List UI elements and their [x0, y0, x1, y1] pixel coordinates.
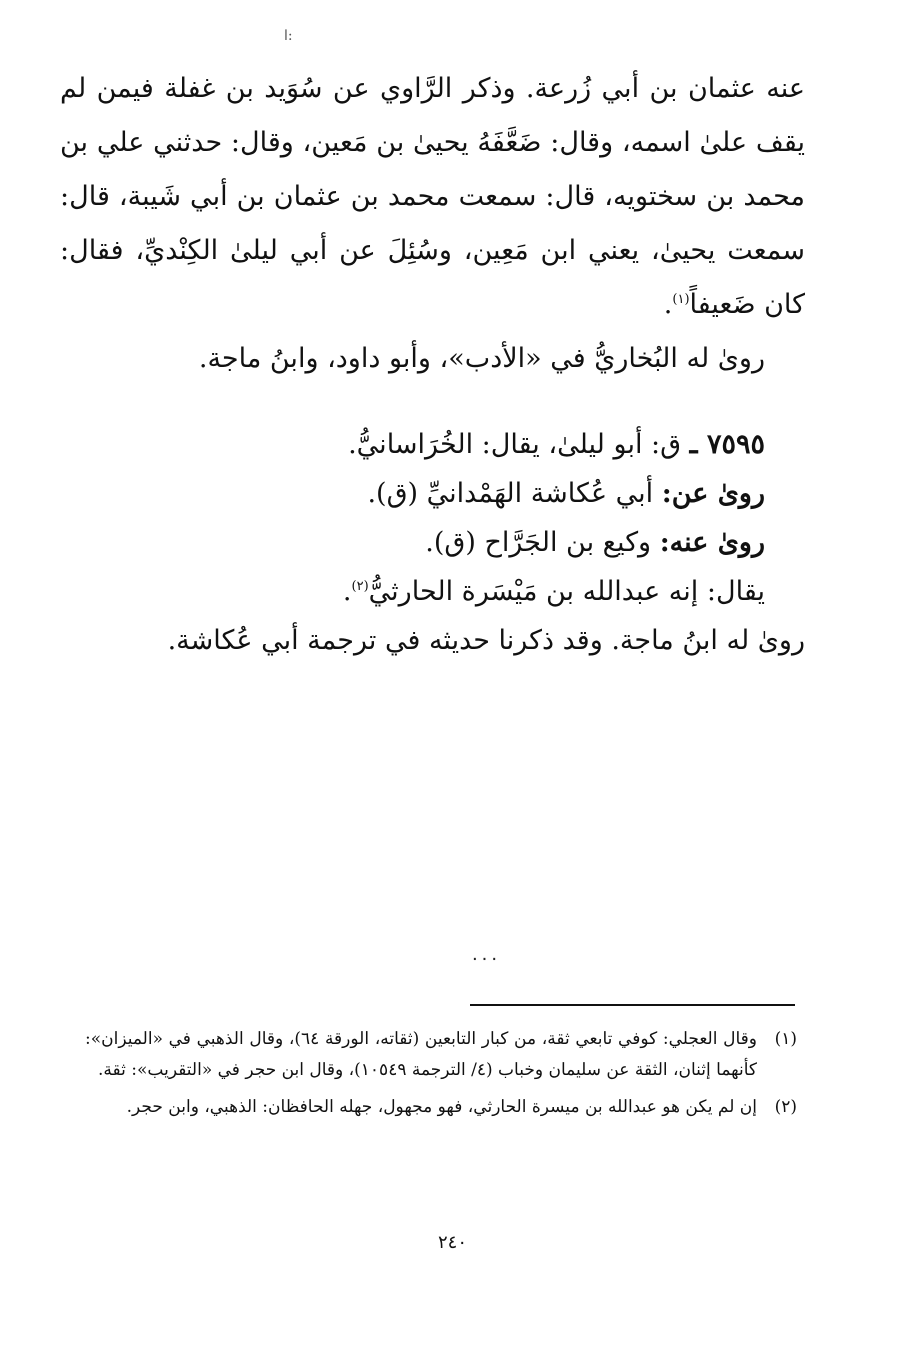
footnote-marker[interactable]: (٢)	[351, 579, 369, 594]
entry-header	[60, 420, 765, 469]
body-text	[60, 62, 805, 386]
narrated-from-label: روىٰ عن:	[661, 478, 765, 509]
footnote-text: وقال العجلي: كوفي تابعي ثقة، من كبار التابعين (ثقاته، الورقة ٦٤)، وقال الذهبي في «الميزان»: كأنهما إثنان، الثقة عن سليمان وخباب (٤/ الترجمة ١٠٥٤٩)، وقال ابن حجر في «التقريب»: ثقة.	[85, 1029, 757, 1080]
narrated-by-label: روىٰ عنه:	[659, 527, 765, 558]
footnote-text: إن لم يكن هو عبدالله بن ميسرة الحارثي، فهو مجهول، جهله الحافظان: الذهبي، وابن حجر.	[126, 1097, 757, 1117]
paragraph-narrators: روىٰ له البُخاريُّ في «الأدب»، وأبو داود، وابنُ ماجة.	[198, 343, 765, 374]
footnote-item	[85, 1024, 797, 1086]
footnote-marker[interactable]: (١)	[672, 292, 690, 307]
entry-alternate-name	[60, 567, 765, 616]
alternate-name-end: .	[342, 576, 352, 607]
entry-closing: روىٰ له ابنُ ماجة. وقد ذكرنا حديثه في ترجمة أبي عُكاشة.	[167, 625, 805, 656]
section-ornament: ٠٠٠	[470, 948, 500, 969]
footnote-item	[85, 1092, 797, 1123]
narrated-by-text: وكيع بن الجَرَّاح (ق).	[425, 527, 660, 558]
footnote-divider	[470, 1004, 795, 1006]
entry-number: ٧٥٩٥ ـ	[689, 429, 765, 460]
entry-narrated-by	[60, 518, 765, 567]
biography-entry	[60, 420, 805, 665]
footnote-number: (١)	[774, 1029, 797, 1049]
entry-header-text: ق: أبو ليلىٰ، يقال: الخُرَاسانيُّ.	[348, 429, 690, 460]
page-top-mark: ا:	[284, 28, 293, 44]
paragraph-text: عنه عثمان بن أبي زُرعة. وذكر الرَّاوي عن سُوَيد بن غفلة فيمن لم يقف علىٰ اسمه، وقال: ضَعَّفَهُ يحيىٰ بن مَعين، وقال: حدثني علي بن محمد بن سختويه، قال: سمعت محمد بن عثمان بن أبي شَيبة، قال: سمعت يحيىٰ، يعني ابن مَعِين، وسُئِلَ عن أبي ليلىٰ الكِنْديِّ، فقال: كان ضَعيفاً	[60, 73, 805, 320]
narrated-from-text: أبي عُكاشة الهَمْدانيِّ (ق).	[367, 478, 662, 509]
page-number: ٢٤٠	[437, 1232, 467, 1253]
alternate-name-text: يقال: إنه عبدالله بن مَيْسَرة الحارثيُّ	[368, 576, 765, 607]
footnotes	[85, 1024, 797, 1129]
entry-narrated-from	[60, 469, 765, 518]
footnote-number: (٢)	[774, 1097, 797, 1117]
paragraph-continuation: عنه عثمان بن أبي زُرعة. وذكر الرَّاوي عن سُوَيد بن غفلة فيمن لم يقف علىٰ اسمه، وقال: ضَعَّفَهُ يحيىٰ بن مَعين، وقال: حدثني علي بن محمد بن سختويه، قال: سمعت محمد بن عثمان بن أبي شَيبة، قال: سمعت يحيىٰ، يعني ابن مَعِين، وسُئِلَ عن أبي ليلىٰ الكِنْديِّ، فقال: كان ضَعيفاً$^{(١)}$.	[60, 73, 805, 320]
